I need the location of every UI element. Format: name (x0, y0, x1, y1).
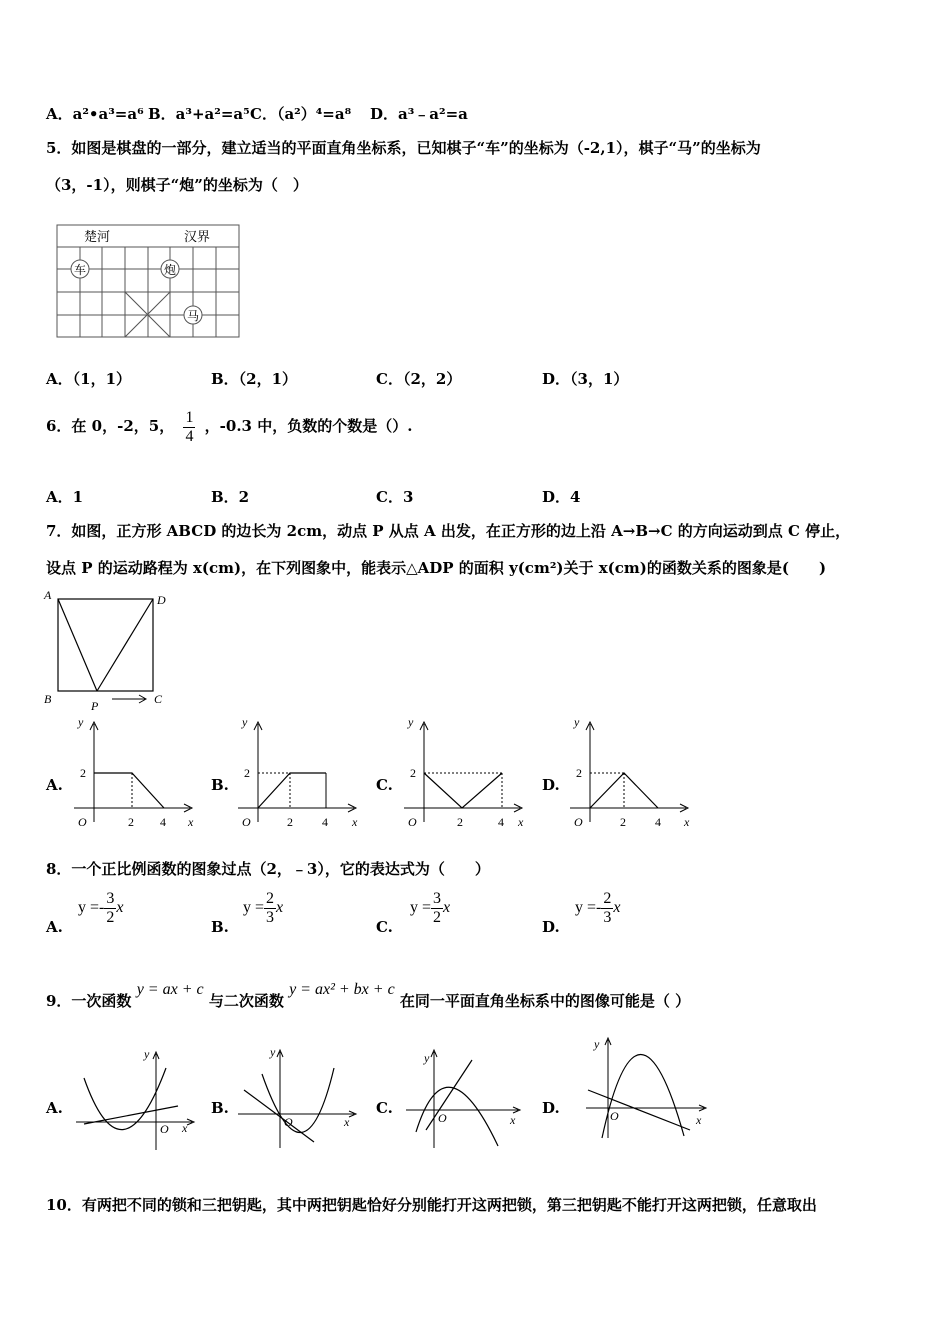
q9-d-origin: O (610, 1109, 619, 1123)
q6-stem-before: 6．在 0，-2，5， (46, 417, 175, 435)
q8-a-num: 3 (106, 890, 115, 907)
piece-pao: 炮 (163, 263, 177, 277)
q7-a-x-tick-2: 2 (128, 815, 134, 829)
q7-c-y-tick: 2 (410, 766, 416, 780)
q8-stem: 8．一个正比例函数的图象过点（2，﹣3），它的表达式为（ ） (46, 860, 490, 878)
q8-a-den: 2 (106, 909, 115, 926)
q7-option-c-letter: C. (376, 776, 393, 794)
q9-graph-b (234, 1044, 364, 1154)
q4-option-b: B．a³+a²=a⁵ (148, 105, 250, 123)
q6-stem-after: ，-0.3 中，负数的个数是（）. (204, 417, 413, 435)
q8-b-den: 3 (266, 909, 275, 926)
q8-c-den: 2 (433, 909, 442, 926)
q6-option-a: A．1 (46, 488, 84, 506)
q4-option-d: D．a³﹣a²=a (370, 105, 468, 123)
q8-option-d-formula (575, 890, 620, 927)
q7-stem-line1: 7．如图，正方形 ABCD 的边长为 2cm，动点 P 从点 A 出发，在正方形的边上沿 A→B→C 的方向运动到点 C 停止， (46, 522, 851, 540)
q7-d-x-tick-2: 2 (620, 815, 626, 829)
q5-option-d: D．（3，1） (542, 370, 629, 388)
q7-d-y-tick: 2 (576, 766, 582, 780)
q9-option-a-letter: A. (46, 1099, 63, 1117)
piece-che: 车 (73, 263, 87, 277)
q8-option-a-letter: A. (46, 918, 63, 936)
q9-a-x-label: x (182, 1121, 188, 1135)
q9-graph-a (70, 1046, 200, 1156)
q7-b-x-tick-2: 2 (287, 815, 293, 829)
q6-option-c: C．3 (376, 488, 414, 506)
q6-frac-num: 1 (185, 408, 194, 426)
q9-d-y-label: y (594, 1037, 600, 1051)
q8-a-var: x (116, 899, 124, 917)
q7-b-x-label: x (352, 815, 358, 829)
q9-stem (46, 980, 690, 1010)
q9-graph-d (580, 1034, 710, 1144)
board-label-chu-he: 楚河 (84, 229, 111, 244)
q9-b-origin: O (284, 1115, 293, 1129)
q7-a-y-tick: 2 (80, 766, 86, 780)
q7-graph-a-axes (74, 722, 192, 822)
q8-b-num: 2 (266, 890, 275, 907)
q9-c-x-label: x (510, 1113, 516, 1127)
q6-frac-den: 4 (185, 427, 194, 445)
q8-d-den: 3 (603, 909, 612, 926)
q7-b-x-tick-4: 4 (322, 815, 328, 829)
q9-c-origin: O (438, 1111, 447, 1125)
q7-option-d-letter: D. (542, 776, 560, 794)
q8-option-c-formula (410, 890, 450, 927)
q4-option-a: A．a²•a³=a⁶ (46, 105, 144, 123)
q9-formula-quadratic: y = ax² + bx + c (289, 981, 395, 998)
q6-option-b: B．2 (211, 488, 250, 506)
q7-d-y-label: y (574, 715, 580, 729)
q7-d-x-tick-4: 4 (655, 815, 661, 829)
q7-graph-c (396, 714, 530, 832)
q7-c-y-label: y (408, 715, 414, 729)
q7-c-x-tick-4: 4 (498, 815, 504, 829)
q7-a-y-label: y (78, 715, 84, 729)
q9-option-c-letter: C. (376, 1099, 393, 1117)
q8-d-num: 2 (603, 890, 612, 907)
q7-c-x-tick-2: 2 (457, 815, 463, 829)
q9-option-b-letter: B. (211, 1099, 229, 1117)
q7-graph-a (66, 714, 200, 832)
q8-b-prefix: y = (243, 899, 265, 917)
q8-b-var: x (276, 899, 284, 917)
q7-a-x-tick-4: 4 (160, 815, 166, 829)
q7-option-a-letter: A. (46, 776, 63, 794)
q7-stem-line2: 设点 P 的运动路程为 x(cm)，在下列图象中，能表示△ADP 的面积 y(cm²)关于 x(cm)的函数关系的图象是( ) (46, 559, 827, 577)
q9-stem-a: 9．一次函数 (46, 992, 132, 1010)
q5-stem-line2: （3，-1），则棋子“炮”的坐标为（ ） (46, 176, 308, 194)
q9-graph-c (402, 1044, 528, 1154)
q8-c-num: 3 (433, 890, 442, 907)
q10-stem: 10．有两把不同的锁和三把钥匙，其中两把钥匙恰好分别能打开这两把锁，第三把钥匙不能打开这两把锁，任意取出 (46, 1196, 817, 1214)
q5-option-b: B．（2，1） (211, 370, 298, 388)
square-label-b: B (44, 692, 52, 706)
q8-d-var: x (613, 899, 621, 917)
piece-ma: 马 (186, 309, 200, 323)
q9-b-x-label: x (344, 1115, 350, 1129)
q6-fraction (183, 409, 195, 446)
q5-option-a: A．（1，1） (46, 370, 132, 388)
q7-a-x-label: x (188, 815, 194, 829)
square-label-p: P (91, 699, 99, 713)
q7-square-figure (40, 586, 175, 714)
board-label-han-jie: 汉界 (184, 229, 211, 244)
q6-option-d: D．4 (542, 488, 581, 506)
q7-b-y-tick: 2 (244, 766, 250, 780)
q9-formula-linear: y = ax + c (136, 981, 204, 998)
q7-c-x-label: x (518, 815, 524, 829)
q7-option-b-letter: B. (211, 776, 229, 794)
q9-a-y-label: y (144, 1047, 150, 1061)
square-label-c: C (154, 692, 163, 706)
q9-stem-b: 与二次函数 (208, 992, 284, 1010)
q8-a-prefix: y =- (78, 899, 105, 917)
q9-c-y-label: y (424, 1051, 430, 1065)
q7-d-origin: O (574, 815, 583, 829)
q8-c-var: x (443, 899, 451, 917)
q7-graph-d (562, 714, 696, 832)
q8-option-d-letter: D. (542, 918, 560, 936)
q8-c-prefix: y = (410, 899, 432, 917)
q8-option-a-formula (78, 890, 123, 927)
q7-c-origin: O (408, 815, 417, 829)
q5-stem-line1: 5．如图是棋盘的一部分，建立适当的平面直角坐标系，已知棋子“车”的坐标为（-2,1），棋子“马”的坐标为 (46, 139, 761, 157)
q9-b-y-label: y (270, 1045, 276, 1059)
q8-option-b-formula (243, 890, 283, 927)
q8-option-b-letter: B. (211, 918, 229, 936)
q7-b-y-label: y (242, 715, 248, 729)
q7-b-origin: O (242, 815, 251, 829)
square-label-d: D (157, 593, 166, 607)
q7-a-origin: O (78, 815, 87, 829)
q6-stem (46, 405, 412, 447)
q9-option-d-letter: D. (542, 1099, 560, 1117)
q9-d-x-label: x (696, 1113, 702, 1127)
q4-option-c: C．（a²）⁴=a⁸ (250, 105, 352, 123)
q8-option-c-letter: C. (376, 918, 393, 936)
q8-d-prefix: y =- (575, 899, 602, 917)
q9-stem-c: 在同一平面直角坐标系中的图像可能是（ ） (399, 992, 691, 1010)
q9-a-origin: O (160, 1122, 169, 1136)
q5-option-c: C．（2，2） (376, 370, 462, 388)
q7-d-x-label: x (684, 815, 690, 829)
chess-board-figure (56, 224, 242, 340)
square-label-a: A (44, 588, 52, 602)
q7-graph-b (230, 714, 364, 832)
